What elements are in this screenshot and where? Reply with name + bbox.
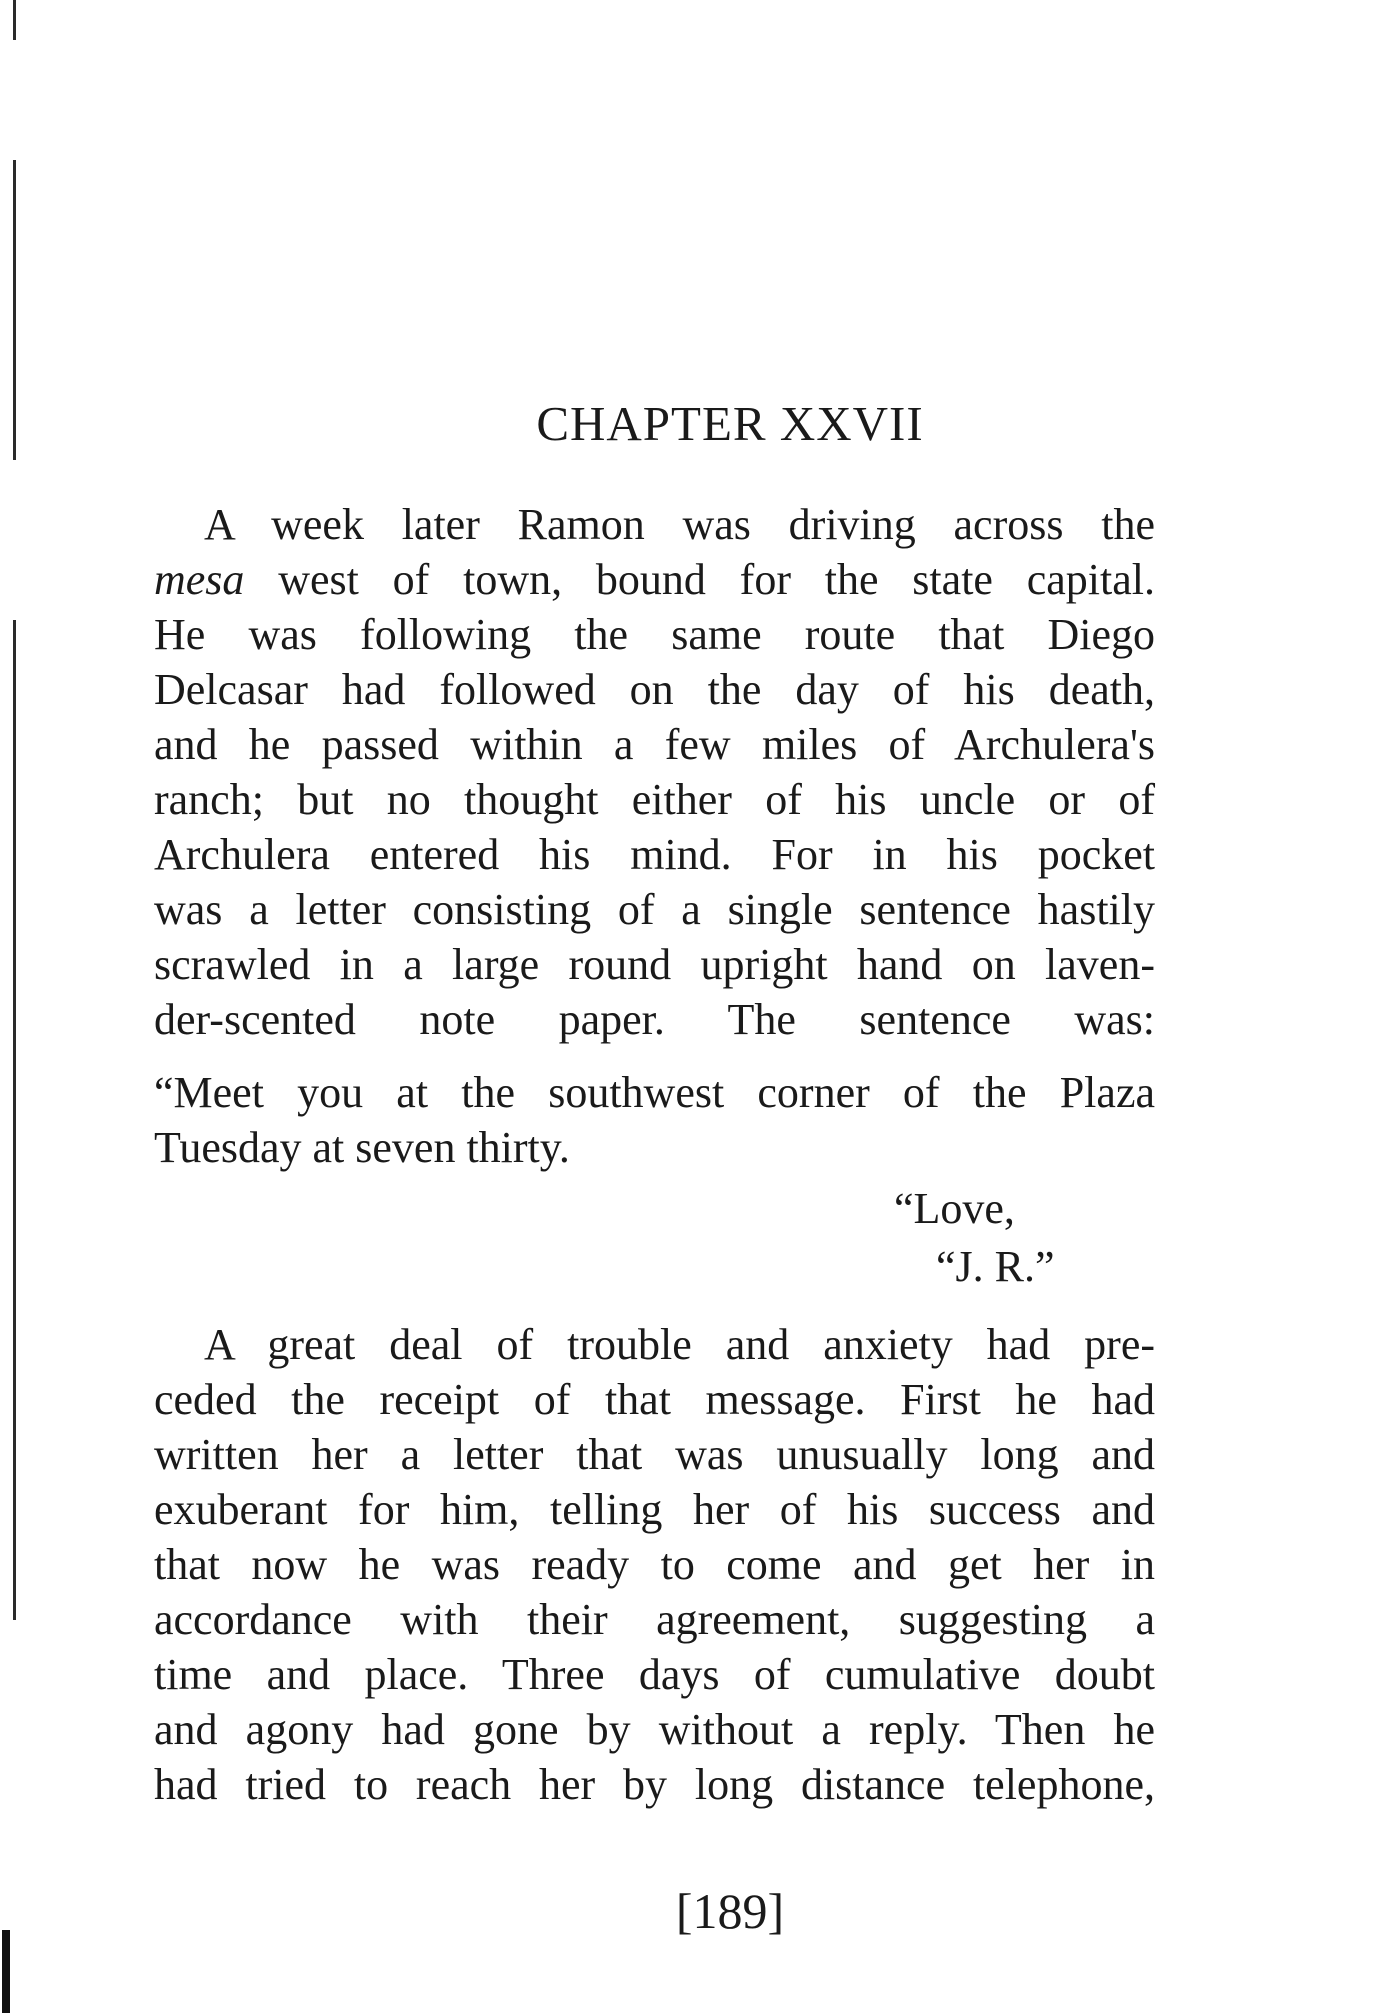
text-line: A great deal of trouble and anxiety had pre-	[204, 1320, 1155, 1369]
letter-signature	[894, 1180, 1055, 1296]
text-line: der-scented note paper. The sentence was:	[154, 995, 1155, 1044]
page-edge-mark	[13, 620, 16, 1620]
text-line: ranch; but no thought either of his uncle or of	[154, 775, 1155, 824]
text-line: had tried to reach her by long distance telephone,	[154, 1760, 1155, 1809]
text-line: was a letter consisting of a single sentence hastily	[154, 885, 1155, 934]
text-line: ceded the receipt of that message. First he had	[154, 1375, 1155, 1424]
text-line	[154, 552, 1155, 607]
text-line: Tuesday at seven thirty.	[154, 1123, 570, 1172]
page-number: [189]	[675, 1883, 785, 1939]
text-line: scrawled in a large round upright hand on laven-	[154, 940, 1155, 989]
signature-line: “Love,	[894, 1184, 1015, 1233]
text-line: accordance with their agreement, suggesting a	[154, 1595, 1155, 1644]
paragraph-3	[154, 1317, 1155, 1812]
text-line: “Meet you at the southwest corner of the Plaza	[154, 1068, 1155, 1117]
text-line: time and place. Three days of cumulative doubt	[154, 1650, 1155, 1699]
chapter-title: CHAPTER XXVII	[536, 396, 924, 451]
page-edge-mark	[2, 1930, 10, 2013]
page-edge-mark	[13, 0, 16, 40]
text-line: exuberant for him, telling her of his success and	[154, 1485, 1155, 1534]
text-line: that now he was ready to come and get her in	[154, 1540, 1155, 1589]
letter-quote	[154, 1065, 1155, 1175]
paragraph-1	[154, 497, 1155, 1047]
signature-line: “J. R.”	[936, 1242, 1055, 1291]
text-line: written her a letter that was unusually long and	[154, 1430, 1155, 1479]
text-line: He was following the same route that Diego	[154, 610, 1155, 659]
text-line: A week later Ramon was driving across the	[204, 500, 1155, 549]
text-line: and agony had gone by without a reply. Then he	[154, 1705, 1155, 1754]
text-line: Delcasar had followed on the day of his death,	[154, 665, 1155, 714]
text-line: Archulera entered his mind. For in his pocket	[154, 830, 1155, 879]
italic-word: mesa	[154, 555, 245, 604]
text-fragment: west of town, bound for the state capital.	[244, 555, 1155, 604]
text-line: and he passed within a few miles of Archulera's	[154, 720, 1155, 769]
